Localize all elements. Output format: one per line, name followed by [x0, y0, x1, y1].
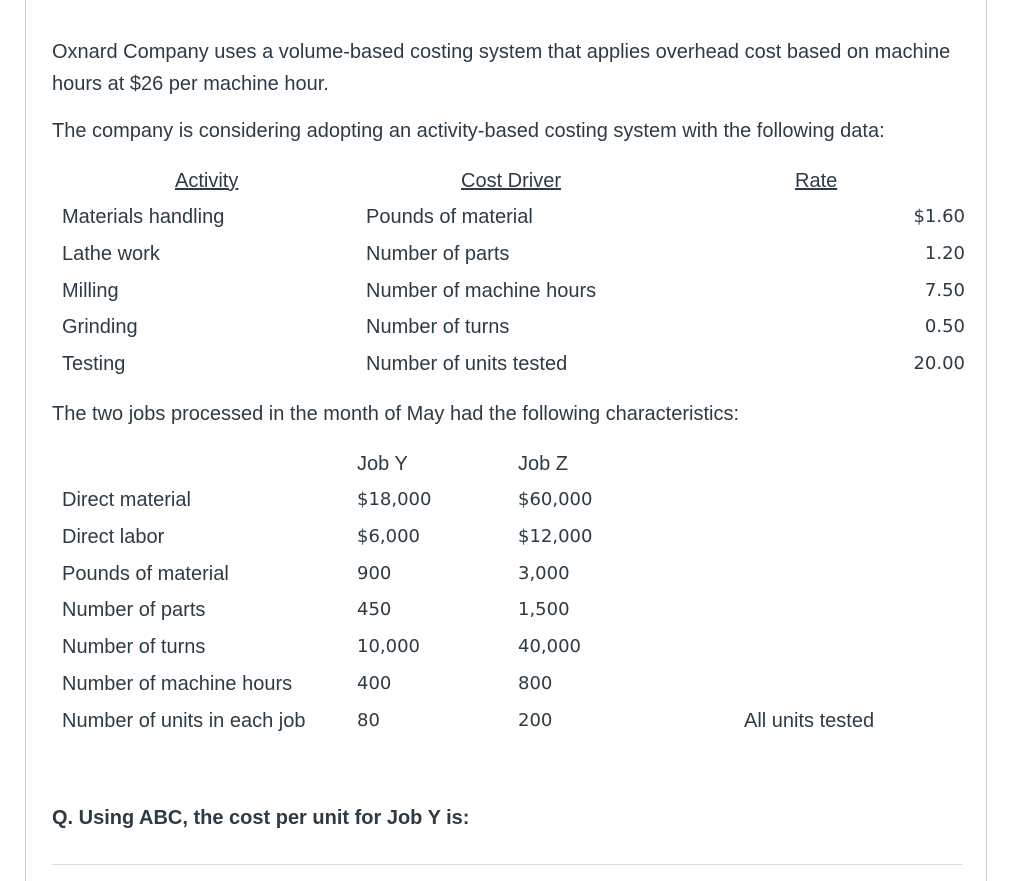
job-row-label: Number of parts — [62, 599, 206, 621]
activity-driver: Number of turns — [366, 316, 510, 338]
intro-paragraph: Oxnard Company uses a volume-based costing system that applies overhead cost based on machine hours at $26 per machine hour. — [52, 41, 951, 95]
activity-driver: Number of machine hours — [366, 280, 597, 302]
job-row-label: Number of machine hours — [62, 673, 293, 695]
job-y-value: 80 — [357, 710, 380, 731]
activity-name: Lathe work — [62, 243, 160, 265]
job-row-label: Number of turns — [62, 636, 206, 658]
job-row — [62, 595, 967, 625]
job-y-value: 900 — [357, 563, 392, 584]
activity-rate: $1.60 — [913, 206, 965, 227]
job-y-value: 10,000 — [357, 636, 420, 657]
activity-name: Materials handling — [62, 206, 225, 228]
question-text: Q. Using ABC, the cost per unit for Job Y is: — [52, 807, 470, 829]
activity-row — [62, 312, 967, 342]
job-z-value: 3,000 — [518, 563, 570, 584]
job-y-header: Job Y — [357, 453, 408, 475]
job-z-header: Job Z — [518, 453, 569, 475]
activity-row — [62, 202, 967, 232]
job-y-value: 450 — [357, 599, 392, 620]
job-y-value: $18,000 — [357, 489, 432, 510]
job-row — [62, 669, 967, 699]
job-z-value: 200 — [518, 710, 553, 731]
activity-rate: 20.00 — [913, 353, 965, 374]
job-y-value: 400 — [357, 673, 392, 694]
activity-driver: Number of units tested — [366, 353, 568, 375]
jobs-table-header — [62, 449, 967, 479]
job-row-label: Direct labor — [62, 526, 165, 548]
job-row — [62, 706, 967, 736]
job-row-label: Number of units in each job — [62, 710, 306, 732]
job-row-note: All units tested — [744, 710, 875, 732]
activity-table-header — [62, 166, 967, 196]
job-z-value: 40,000 — [518, 636, 581, 657]
activity-name: Milling — [62, 280, 119, 302]
job-row — [62, 632, 967, 662]
abc-intro-paragraph: The company is considering adopting an activity-based costing system with the following data: — [52, 120, 885, 142]
jobs-intro-paragraph: The two jobs processed in the month of May had the following characteristics: — [52, 403, 740, 425]
activity-header: Activity — [175, 170, 239, 192]
activity-name: Grinding — [62, 316, 138, 338]
job-z-value: $60,000 — [518, 489, 593, 510]
activity-driver: Number of parts — [366, 243, 510, 265]
activity-name: Testing — [62, 353, 126, 375]
job-y-value: $6,000 — [357, 526, 420, 547]
activity-row — [62, 239, 967, 269]
activity-row — [62, 276, 967, 306]
activity-rate: 7.50 — [924, 280, 965, 301]
job-row — [62, 559, 967, 589]
activity-row — [62, 349, 967, 379]
job-row-label: Pounds of material — [62, 563, 229, 585]
activity-rate: 1.20 — [924, 243, 965, 264]
job-z-value: 1,500 — [518, 599, 570, 620]
rate-header: Rate — [795, 170, 838, 192]
job-z-value: $12,000 — [518, 526, 593, 547]
job-row — [62, 485, 967, 515]
job-row-label: Direct material — [62, 489, 191, 511]
job-z-value: 800 — [518, 673, 553, 694]
cost-driver-header: Cost Driver — [461, 170, 562, 192]
activity-rate: 0.50 — [924, 316, 965, 337]
job-row — [62, 522, 967, 552]
activity-driver: Pounds of material — [366, 206, 533, 228]
divider — [52, 864, 962, 865]
